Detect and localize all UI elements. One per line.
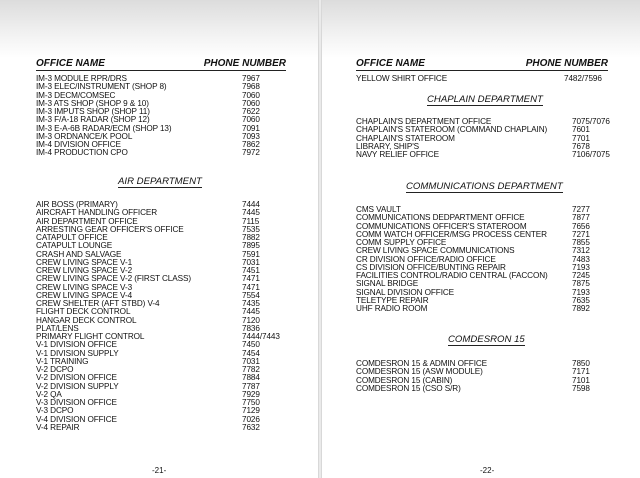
office-name: FACILITIES CONTROL/RADIO CENTRAL (FACCON) [356, 271, 548, 280]
phone-number: 7026 [242, 414, 260, 424]
phone-number: 7271 [572, 229, 590, 239]
office-name: YELLOW SHIRT OFFICE [356, 74, 448, 83]
office-name: AIRCRAFT HANDLING OFFICER [36, 208, 158, 218]
phone-number: 7171 [572, 367, 590, 377]
phone-number: 7031 [242, 257, 260, 267]
phone-number: 7892 [572, 304, 590, 313]
office-name: CATAPULT OFFICE [36, 233, 108, 242]
office-name: LIBRARY, SHIP'S [356, 141, 420, 151]
office-name: V-1 DIVISION SUPPLY [36, 348, 119, 358]
phone-number: 7120 [242, 315, 260, 325]
office-name: V-2 QA [36, 389, 62, 399]
directory-list-chaplain [356, 118, 608, 159]
office-name: IM-3 E-A-6B RADAR/ECM (SHOP 13) [36, 123, 172, 133]
phone-number: 7454 [242, 348, 260, 358]
office-name: CHAPLAIN'S DEPARTMENT OFFICE [356, 117, 492, 126]
office-name: IM-3 F/A-18 RADAR (SHOP 12) [36, 115, 150, 125]
phone-number: 7129 [242, 406, 260, 416]
phone-number: 7106/7075 [572, 150, 610, 159]
phone-number: 7591 [242, 249, 260, 259]
office-name: AIR BOSS (PRIMARY) [36, 200, 118, 209]
phone-number: 7836 [242, 323, 260, 333]
directory-list-top [356, 75, 608, 83]
phone-number: 7091 [242, 123, 260, 133]
page-number: -22- [480, 466, 495, 475]
phone-number: 7535 [242, 224, 260, 234]
office-name: V-3 DIVISION OFFICE [36, 398, 117, 407]
office-name: IM-4 DIVISION OFFICE [36, 140, 121, 149]
phone-number: 7622 [242, 107, 260, 116]
column-header [356, 58, 608, 71]
phone-number: 7435 [242, 299, 260, 308]
phone-number: 7875 [572, 279, 590, 289]
directory-entry [36, 149, 262, 157]
office-name: CHAPLAIN'S STATEROOM [356, 133, 455, 143]
directory-entry [356, 385, 608, 393]
office-name: CREW LIVING SPACE V-4 [36, 290, 133, 300]
office-name: COMDESRON 15 (CABIN) [356, 375, 453, 385]
phone-number: 7601 [572, 125, 590, 135]
phone-number: 7312 [572, 246, 590, 256]
phone-number: 7115 [242, 216, 260, 226]
phone-number: 7972 [242, 148, 260, 158]
phone-number: 7193 [572, 262, 590, 272]
section-heading-air-department: AIR DEPARTMENT [118, 176, 202, 187]
office-name: COMDESRON 15 (CSO S/R) [356, 383, 461, 393]
office-name: PRIMARY FLIGHT CONTROL [36, 332, 145, 341]
phone-number: 7598 [572, 383, 590, 393]
phone-number: 7060 [242, 98, 260, 108]
phone-number: 7031 [242, 356, 260, 366]
phone-number-header: PHONE NUMBER [203, 58, 286, 69]
office-name: COMMUNICATIONS DEDPARTMENT OFFICE [356, 213, 525, 223]
phone-number: 7093 [242, 131, 260, 141]
office-name-header: OFFICE NAME [356, 58, 425, 69]
office-name: CHAPLAIN'S STATEROOM (COMMAND CHAPLAIN) [356, 125, 548, 135]
office-name: IM-3 ELEC/INSTRUMENT (SHOP 8) [36, 82, 167, 92]
phone-number: 7787 [242, 381, 260, 391]
phone-number: 7450 [242, 340, 260, 350]
phone-number: 7483 [572, 254, 590, 264]
office-name: COMMUNICATIONS OFFICER'S STATEROOM [356, 221, 527, 231]
office-name: CREW LIVING SPACE COMMUNICATIONS [356, 246, 515, 256]
phone-number: 7750 [242, 398, 260, 407]
section-heading-communications-department: COMMUNICATIONS DEPARTMENT [406, 181, 563, 192]
office-name: V-2 DIVISION SUPPLY [36, 381, 119, 391]
phone-number: 7884 [242, 373, 260, 383]
section-heading-comdesron-15: COMDESRON 15 [448, 334, 525, 345]
directory-entry [356, 305, 608, 313]
office-name: CATAPULT LOUNGE [36, 241, 113, 251]
phone-number-header: PHONE NUMBER [525, 58, 608, 69]
office-name: CRASH AND SALVAGE [36, 249, 122, 259]
office-name: COMM SUPPLY OFFICE [356, 238, 447, 247]
office-name: HANGAR DECK CONTROL [36, 315, 137, 325]
phone-number: 7444 [242, 200, 260, 209]
column-header [36, 58, 286, 71]
office-name-header: OFFICE NAME [36, 58, 105, 69]
page-number: -21- [152, 466, 167, 475]
office-name: NAVY RELIEF OFFICE [356, 150, 439, 159]
directory-entry [356, 151, 608, 159]
office-name: V-4 DIVISION OFFICE [36, 414, 117, 424]
phone-number: 7445 [242, 307, 260, 317]
office-name: UHF RADIO ROOM [356, 304, 428, 313]
office-name: PLAT/LENS [36, 323, 79, 333]
phone-number: 7968 [242, 82, 260, 92]
phone-number: 7075/7076 [572, 117, 610, 126]
office-name: V-2 DIVISION OFFICE [36, 373, 117, 383]
office-name: CREW LIVING SPACE V-2 [36, 266, 133, 275]
phone-number: 7193 [572, 287, 590, 297]
phone-number: 7101 [572, 375, 590, 385]
office-name: CS DIVISION OFFICE/BUNTING REPAIR [356, 262, 506, 272]
phone-number: 7554 [242, 290, 260, 300]
phone-number: 7471 [242, 282, 260, 292]
directory-entry [36, 424, 280, 432]
phone-number: 7471 [242, 274, 260, 284]
office-name: CREW LIVING SPACE V-3 [36, 282, 133, 292]
phone-number: 7245 [572, 271, 590, 280]
phone-number: 7782 [242, 365, 260, 374]
phone-number: 7445 [242, 208, 260, 218]
office-name: CREW SHELTER (AFT STBD) V-4 [36, 299, 160, 308]
office-name: V-4 REPAIR [36, 422, 80, 432]
directory-entry [356, 75, 608, 83]
phone-number: 7855 [572, 238, 590, 247]
phone-number: 7895 [242, 241, 260, 251]
phone-number: 7862 [242, 140, 260, 149]
office-name: TELETYPE REPAIR [356, 295, 429, 305]
office-name: COMDESRON 15 (ASW MODULE) [356, 367, 483, 377]
office-name: IM-3 ATS SHOP (SHOP 9 & 10) [36, 98, 149, 108]
phone-number: 7701 [572, 133, 590, 143]
directory-list-air [36, 201, 280, 432]
office-name: ARRESTING GEAR OFFICER'S OFFICE [36, 224, 184, 234]
phone-number: 7632 [242, 422, 260, 432]
directory-list-comdesron [356, 360, 608, 393]
section-heading-chaplain-department: CHAPLAIN DEPARTMENT [427, 94, 543, 105]
office-name: IM-3 DECM/COMSEC [36, 90, 116, 100]
office-name: COMDESRON 15 & ADMIN OFFICE [356, 359, 488, 368]
office-name: CR DIVISION OFFICE/RADIO OFFICE [356, 254, 496, 264]
phone-number: 7635 [572, 295, 590, 305]
office-name: SIGNAL BRIDGE [356, 279, 419, 289]
phone-number: 7482/7596 [564, 74, 602, 83]
page-top-shadow [322, 0, 640, 58]
phone-number: 7444/7443 [242, 332, 280, 341]
office-name: IM-3 MODULE RPR/DRS [36, 74, 127, 83]
office-name: CMS VAULT [356, 205, 401, 214]
right-page [322, 0, 640, 478]
directory-list-im [36, 75, 262, 158]
phone-number: 7060 [242, 90, 260, 100]
phone-number: 7877 [572, 213, 590, 223]
phone-number: 7656 [572, 221, 590, 231]
phone-number: 7850 [572, 359, 590, 368]
office-name: IM-3 IMPUTS SHOP (SHOP 11) [36, 107, 150, 116]
office-name: V-3 DCPO [36, 406, 74, 416]
office-name: AIR DEPARTMENT OFFICE [36, 216, 138, 226]
office-name: IM-3 ORDNANCE/K POOL [36, 131, 133, 141]
phone-number: 7929 [242, 389, 260, 399]
phone-number: 7967 [242, 74, 260, 83]
office-name: SIGNAL DIVISION OFFICE [356, 287, 455, 297]
phone-number: 7451 [242, 266, 260, 275]
office-name: V-1 TRAINING [36, 356, 89, 366]
office-name: IM-4 PRODUCTION CPO [36, 148, 128, 158]
phone-number: 7060 [242, 115, 260, 125]
phone-number: 7882 [242, 233, 260, 242]
office-name: FLIGHT DECK CONTROL [36, 307, 131, 317]
office-name: CREW LIVING SPACE V-1 [36, 257, 133, 267]
page-top-shadow [0, 0, 318, 58]
office-name: V-1 DIVISION OFFICE [36, 340, 117, 350]
office-name: CREW LIVING SPACE V-2 (FIRST CLASS) [36, 274, 191, 284]
left-page [0, 0, 318, 478]
office-name: V-2 DCPO [36, 365, 74, 374]
phone-number: 7678 [572, 141, 590, 151]
directory-list-communications [356, 206, 608, 313]
phone-number: 7277 [572, 205, 590, 214]
office-name: COMM WATCH OFFICER/MSG PROCESS CENTER [356, 229, 547, 239]
